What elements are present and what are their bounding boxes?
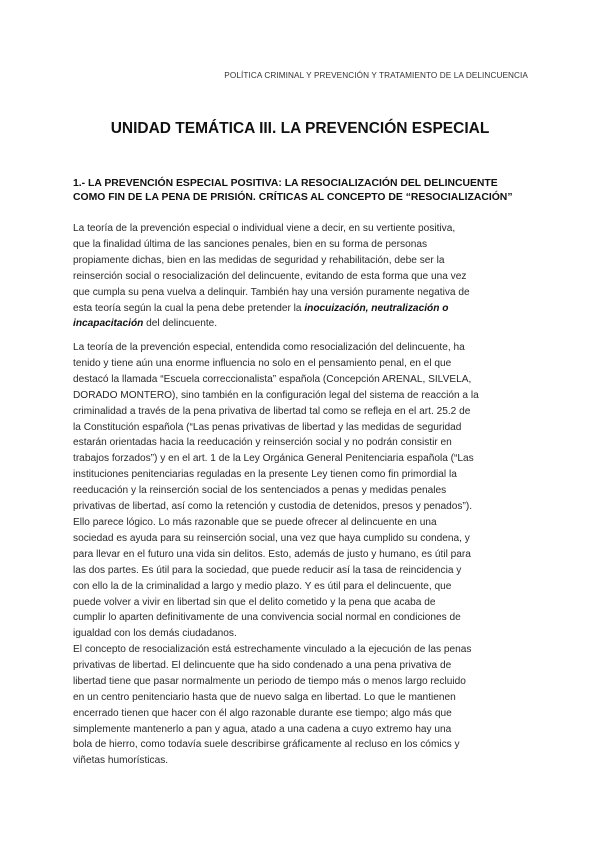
paragraph-3 bbox=[73, 642, 533, 769]
paragraph-line: tenido y tiene aún una enorme influencia no solo en el pensamiento penal, en el que bbox=[73, 357, 452, 369]
paragraph-line: privativas de libertad. El delincuente que ha sido condenado a una pena privativa de bbox=[73, 659, 452, 671]
document-title: UNIDAD TEMÁTICA III. LA PREVENCIÓN ESPECIAL bbox=[110, 120, 490, 137]
paragraph-1 bbox=[73, 221, 533, 332]
paragraph-line: con ello la de la criminalidad a largo y medio plazo. Y es útil para el delincuente, que bbox=[73, 580, 452, 592]
paragraph-line: en un centro penitenciario hasta que de nuevo salga en libertad. Lo que le mantienen bbox=[73, 691, 456, 703]
paragraph-line: destacó la llamada “Escuela correccionalista” española (Concepción ARENAL, SILVELA, bbox=[73, 373, 472, 385]
paragraph-line: privativas de libertad, así como la retención y custodia de detenidos, presos y penados”). bbox=[73, 501, 473, 513]
paragraph-line: igualdad con los demás ciudadanos. bbox=[73, 628, 237, 640]
emphasized-term: inocuización, neutralización o bbox=[304, 302, 449, 314]
section-heading bbox=[73, 177, 533, 205]
paragraph-line bbox=[73, 316, 533, 332]
paragraph-line: viñetas humorísticas. bbox=[73, 755, 169, 767]
paragraph-line: encerrado tienen que hacer con él algo razonable durante ese tiempo; algo más que bbox=[73, 707, 452, 719]
paragraph-line: criminalidad a través de la pena privativa de libertad tal como se refleja en el art. 25.2 de bbox=[73, 405, 471, 417]
paragraph-text: esta teoría según la cual la pena debe pretender la bbox=[73, 302, 305, 314]
paragraph-line: bola de hierro, como todavía suele describirse gráficamente al recluso en los cómics y bbox=[73, 739, 460, 751]
paragraph-line: libertad tiene que pasar normalmente un periodo de tiempo más o menos largo recluido bbox=[73, 675, 466, 687]
paragraph-line: cumplir lo aparten definitivamente de una convivencia social normal en condiciones de bbox=[73, 612, 461, 624]
paragraph-line: La teoría de la prevención especial, entendida como resocialización del delincuente, ha bbox=[73, 342, 465, 353]
paragraph-text: del delincuente. bbox=[143, 318, 218, 330]
paragraph-line: que cumpla su pena vuelva a delinquir. También hay una versión puramente negativa de bbox=[73, 286, 470, 298]
emphasized-term: incapacitación bbox=[73, 318, 144, 330]
paragraph-line: DORADO MONTERO), sino también en la configuración legal del sistema de reacción a la bbox=[73, 389, 479, 401]
paragraph-line: que la finalidad última de las sanciones penales, bien en su forma de personas bbox=[73, 238, 428, 250]
paragraph-line: la Constitución española (“Las penas privativas de libertad y las medidas de seguridad bbox=[73, 421, 462, 433]
section-heading-line: 1.- LA PREVENCIÓN ESPECIAL POSITIVA: LA RESOCIALIZACIÓN DEL DELINCUENTE bbox=[73, 178, 498, 189]
paragraph-line: La teoría de la prevención especial o individual viene a decir, en su vertiente positiva, bbox=[73, 223, 456, 234]
section-heading-line: COMO FIN DE LA PENA DE PRISIÓN. CRÍTICAS AL CONCEPTO DE “RESOCIALIZACIÓN” bbox=[73, 192, 513, 203]
running-header: POLÍTICA CRIMINAL Y PREVENCIÓN Y TRATAMIENTO DE LA DELINCUENCIA bbox=[224, 71, 528, 80]
paragraph-line: para llevar en el futuro una vida sin delitos. Esto, además de justo y humano, es útil para bbox=[73, 548, 471, 560]
paragraph-line: trabajos forzados”) y en el art. 1 de la Ley Orgánica General Penitenciaria española (“Las bbox=[73, 453, 474, 465]
paragraph-line: reeducación y la reinserción social de los sentenciados a penas y medidas penales bbox=[73, 485, 447, 497]
paragraph-line: Ello parece lógico. Lo más razonable que se puede ofrecer al delincuente en una bbox=[73, 516, 437, 528]
paragraph-line: las dos partes. Es útil para la sociedad, que puede reducir así la tasa de reincidencia y bbox=[73, 564, 462, 576]
paragraph-2 bbox=[73, 340, 533, 642]
paragraph-line: sociedad es ayuda para su reinserción social, una vez que haya cumplido su condena, y bbox=[73, 532, 470, 544]
paragraph-line: estarán orientadas hacia la reeducación y reinserción social y no podrán consistir en bbox=[73, 437, 452, 449]
paragraph-line: puede volver a vivir en libertad sin que el delito cometido y la pena que acaba de bbox=[73, 596, 436, 608]
paragraph-line: simplemente mantenerlo a pan y agua, atado a una cadena a cuyo extremo hay una bbox=[73, 723, 452, 735]
paragraph-line: propiamente dichas, bien en las medidas de seguridad y rehabilitación, debe ser la bbox=[73, 254, 445, 266]
paragraph-line: reinserción social o resocialización del delincuente, evitando de esta forma que una vez bbox=[73, 270, 467, 282]
paragraph-line bbox=[73, 301, 533, 317]
paragraph-line: El concepto de resocialización está estrechamente vinculado a la ejecución de las penas bbox=[73, 644, 472, 655]
paragraph-line: instituciones penitenciarias reguladas en la presente Ley tienen como fin primordial la bbox=[73, 469, 457, 481]
